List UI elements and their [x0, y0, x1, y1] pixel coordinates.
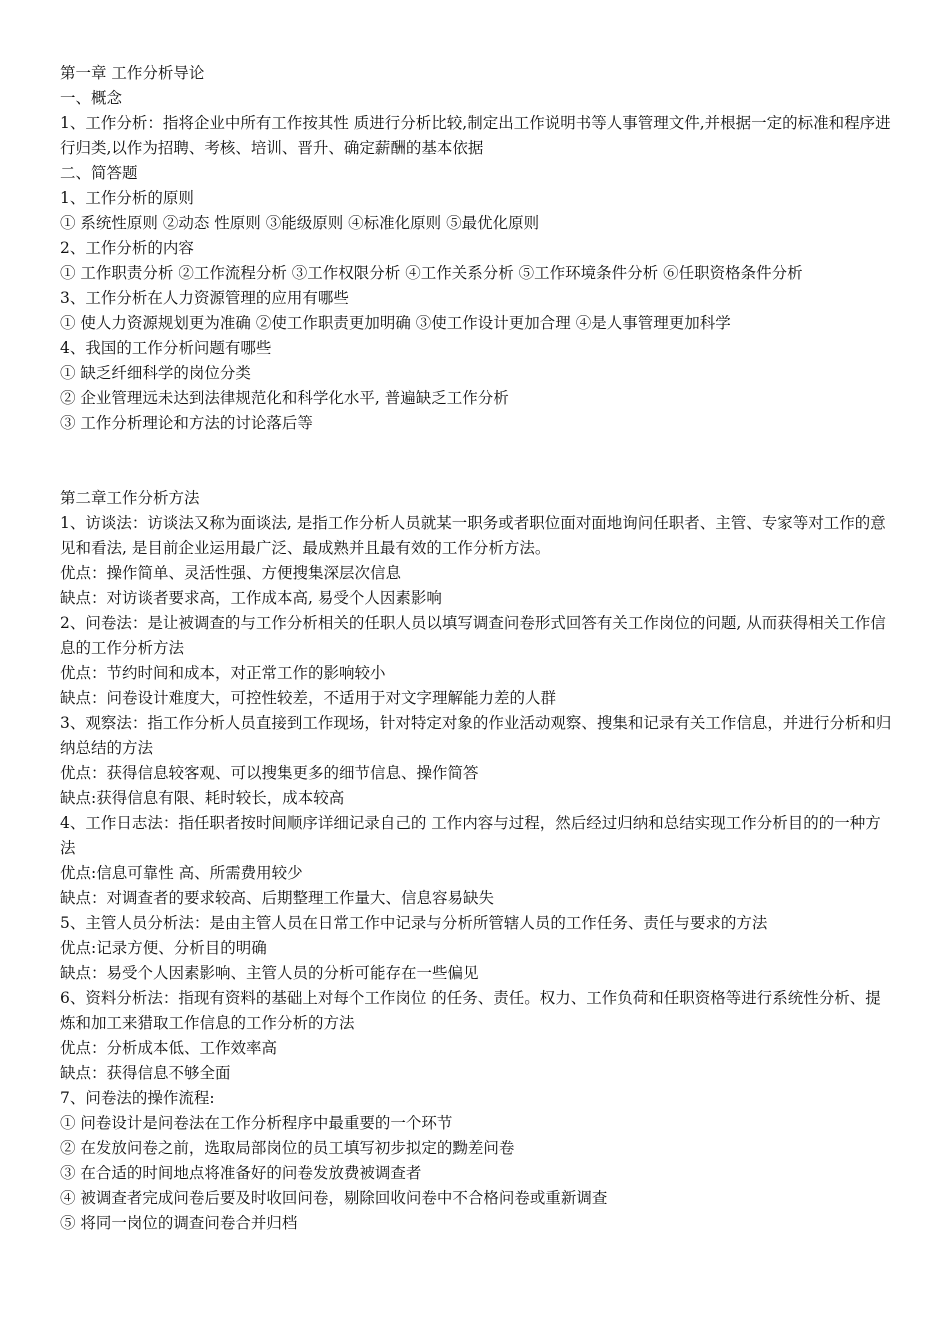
- chapter1-title: 第一章 工作分析导论: [60, 64, 205, 82]
- questionnaire-step-1: ① 问卷设计是问卷法在工作分析程序中最重要的一个环节: [60, 1114, 453, 1132]
- method-interview-cons: 缺点：对访谈者要求高，工作成本高, 易受个人因素影响: [60, 589, 442, 607]
- chapter-spacer: [60, 436, 895, 486]
- document-page: [60, 61, 895, 1236]
- question-content: 2、工作分析的内容: [60, 239, 194, 257]
- questionnaire-process-heading: 7、问卷法的操作流程:: [60, 1089, 215, 1107]
- method-work-log: 4、工作日志法：指任职者按时间顺序详细记录自己的 工作内容与过程，然后经过归纳和总结实现工作分析目的的一种方法: [60, 814, 881, 857]
- questionnaire-step-5: ⑤ 将同一岗位的调查问卷合并归档: [60, 1214, 298, 1232]
- answer-content: ① 工作职责分析 ②工作流程分析 ③工作权限分析 ④工作关系分析 ⑤工作环境条件分析 ⑥任职资格条件分析: [60, 264, 803, 282]
- answer-problems-1: ① 缺乏纤细科学的岗位分类: [60, 364, 251, 382]
- method-interview: 1、访谈法：访谈法又称为面谈法, 是指工作分析人员就某一职务或者职位面对面地询问任职者、主管、专家等对工作的意见和看法, 是目前企业运用最广泛、最成熟并且最有效的工作分析方法。: [60, 514, 886, 557]
- chapter2-title: 第二章工作分析方法: [60, 489, 200, 507]
- method-questionnaire: 2、问卷法：是让被调查的与工作分析相关的任职人员以填写调查问卷形式回答有关工作岗位的问题, 从而获得相关工作信息的工作分析方法: [60, 614, 886, 657]
- questionnaire-step-3: ③ 在合适的时间地点将准备好的问卷发放费被调查者: [60, 1164, 422, 1182]
- section-concept-heading: 一、概念: [60, 89, 123, 107]
- method-observation-pros: 优点：获得信息较客观、可以搜集更多的细节信息、操作简答: [60, 764, 479, 782]
- answer-principles: ① 系统性原则 ②动态 性原则 ③能级原则 ④标准化原则 ⑤最优化原则: [60, 214, 540, 232]
- method-observation-cons: 缺点:获得信息有限、耗时较长，成本较高: [60, 789, 345, 807]
- method-document-analysis-pros: 优点：分析成本低、工作效率高: [60, 1039, 278, 1057]
- questionnaire-step-2: ② 在发放问卷之前，选取局部岗位的员工填写初步拟定的黝差问卷: [60, 1139, 515, 1157]
- method-questionnaire-pros: 优点：节约时间和成本，对正常工作的影响较小: [60, 664, 386, 682]
- definition-work-analysis: 1、工作分析：指将企业中所有工作按其性 质进行分析比较,制定出工作说明书等人事管理文件,并根据一定的标准和程序进行归类,以作为招聘、考核、培训、晋升、确定薪酬的基本依据: [60, 114, 891, 157]
- method-document-analysis-cons: 缺点：获得信息不够全面: [60, 1064, 231, 1082]
- method-work-log-pros: 优点:信息可靠性 高、所需费用较少: [60, 864, 303, 882]
- question-principles: 1、工作分析的原则: [60, 189, 194, 207]
- method-document-analysis: 6、资料分析法：指现有资料的基础上对每个工作岗位 的任务、责任。权力、工作负荷和任职资格等进行系统性分析、提炼和加工来猎取工作信息的工作分析的方法: [60, 989, 881, 1032]
- method-interview-pros: 优点：操作简单、灵活性强、方便搜集深层次信息: [60, 564, 402, 582]
- question-application: 3、工作分析在人力资源管理的应用有哪些: [60, 289, 349, 307]
- answer-problems-2: ② 企业管理远未达到法律规范化和科学化水平, 普遍缺乏工作分析: [60, 389, 509, 407]
- method-observation: 3、观察法：指工作分析人员直接到工作现场，针对特定对象的作业活动观察、搜集和记录有关工作信息，并进行分析和归纳总结的方法: [60, 714, 892, 757]
- method-supervisor-cons: 缺点：易受个人因素影响、主管人员的分析可能存在一些偏见: [60, 964, 479, 982]
- method-work-log-cons: 缺点：对调查者的要求较高、后期整理工作量大、信息容易缺失: [60, 889, 495, 907]
- questionnaire-step-4: ④ 被调查者完成问卷后要及时收回问卷，剔除回收问卷中不合格问卷或重新调查: [60, 1189, 608, 1207]
- method-questionnaire-cons: 缺点：问卷设计难度大，可控性较差，不适用于对文字理解能力差的人群: [60, 689, 557, 707]
- method-supervisor-pros: 优点:记录方便、分析目的明确: [60, 939, 267, 957]
- answer-problems-3: ③ 工作分析理论和方法的讨论落后等: [60, 414, 313, 432]
- section-short-answer-heading: 二、简答题: [60, 164, 138, 182]
- method-supervisor: 5、主管人员分析法：是由主管人员在日常工作中记录与分析所管辖人员的工作任务、责任与要求的方法: [60, 914, 768, 932]
- question-problems: 4、我国的工作分析问题有哪些: [60, 339, 272, 357]
- answer-application: ① 使人力资源规划更为准确 ②使工作职责更加明确 ③使工作设计更加合理 ④是人事管理更加科学: [60, 314, 731, 332]
